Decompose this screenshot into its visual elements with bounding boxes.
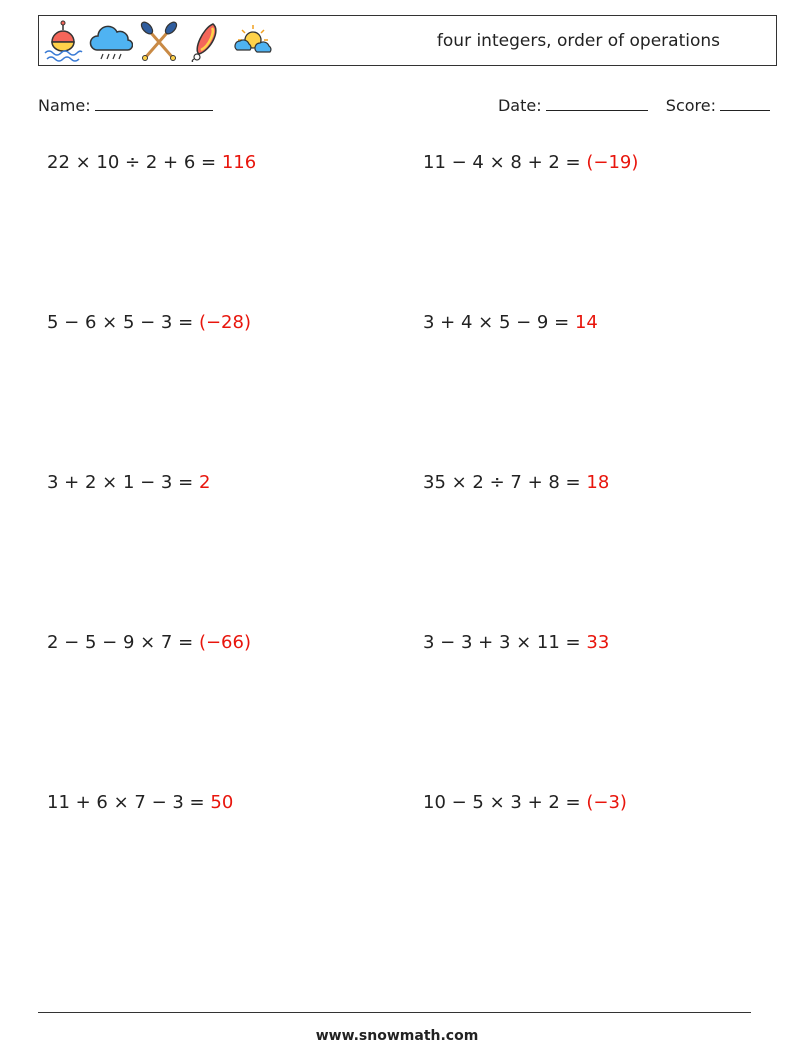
date-score-fields — [498, 93, 770, 117]
problem-answer: (−28) — [198, 312, 251, 333]
footer-url: www.snowmath.com — [315, 1028, 479, 1044]
worksheet-header — [38, 15, 777, 66]
problem-10 — [423, 791, 627, 815]
problem-expression: 3 + 2 × 1 − 3 = — [47, 472, 194, 493]
rain-cloud-icon — [89, 20, 133, 62]
problem-expression: 2 − 5 − 9 × 7 = — [47, 632, 194, 653]
problem-6 — [423, 471, 609, 495]
problem-answer: 33 — [586, 632, 610, 653]
fishing-bobber-icon — [43, 20, 83, 62]
problem-expression: 10 − 5 × 3 + 2 = — [423, 792, 581, 813]
score-blank[interactable] — [720, 93, 770, 111]
problem-answer: (−3) — [586, 792, 627, 813]
problem-answer: (−66) — [198, 632, 251, 653]
problem-expression: 3 − 3 + 3 × 11 = — [423, 632, 581, 653]
problem-answer: 14 — [574, 312, 598, 333]
name-field — [38, 93, 213, 117]
problem-4 — [423, 311, 598, 335]
problem-expression: 11 + 6 × 7 − 3 = — [47, 792, 205, 813]
name-label: Name: — [38, 96, 91, 115]
problem-3 — [47, 311, 251, 335]
problem-7 — [47, 631, 251, 655]
fishing-lure-icon — [185, 20, 225, 62]
score-label: Score: — [665, 96, 716, 115]
date-label: Date: — [497, 96, 542, 115]
problem-expression: 22 × 10 ÷ 2 + 6 = — [47, 152, 217, 173]
sun-cloud-icon — [231, 20, 275, 62]
name-blank[interactable] — [95, 93, 213, 111]
header-icons — [43, 19, 281, 63]
problem-expression: 35 × 2 ÷ 7 + 8 = — [423, 472, 581, 493]
worksheet-title: four integers, order of operations — [436, 31, 720, 51]
problem-answer: 18 — [586, 472, 610, 493]
problem-expression: 11 − 4 × 8 + 2 = — [423, 152, 581, 173]
problem-1 — [47, 151, 256, 175]
footer-divider — [38, 1012, 751, 1013]
problem-answer: 50 — [210, 792, 234, 813]
problem-2 — [423, 151, 638, 175]
crossed-oars-icon — [139, 20, 179, 62]
date-blank[interactable] — [546, 93, 648, 111]
problem-9 — [47, 791, 233, 815]
problem-5 — [47, 471, 210, 495]
problem-expression: 3 + 4 × 5 − 9 = — [423, 312, 570, 333]
problem-answer: 116 — [221, 152, 257, 173]
problem-expression: 5 − 6 × 5 − 3 = — [47, 312, 194, 333]
problem-answer: (−19) — [586, 152, 639, 173]
problem-8 — [423, 631, 609, 655]
problem-answer: 2 — [198, 472, 211, 493]
